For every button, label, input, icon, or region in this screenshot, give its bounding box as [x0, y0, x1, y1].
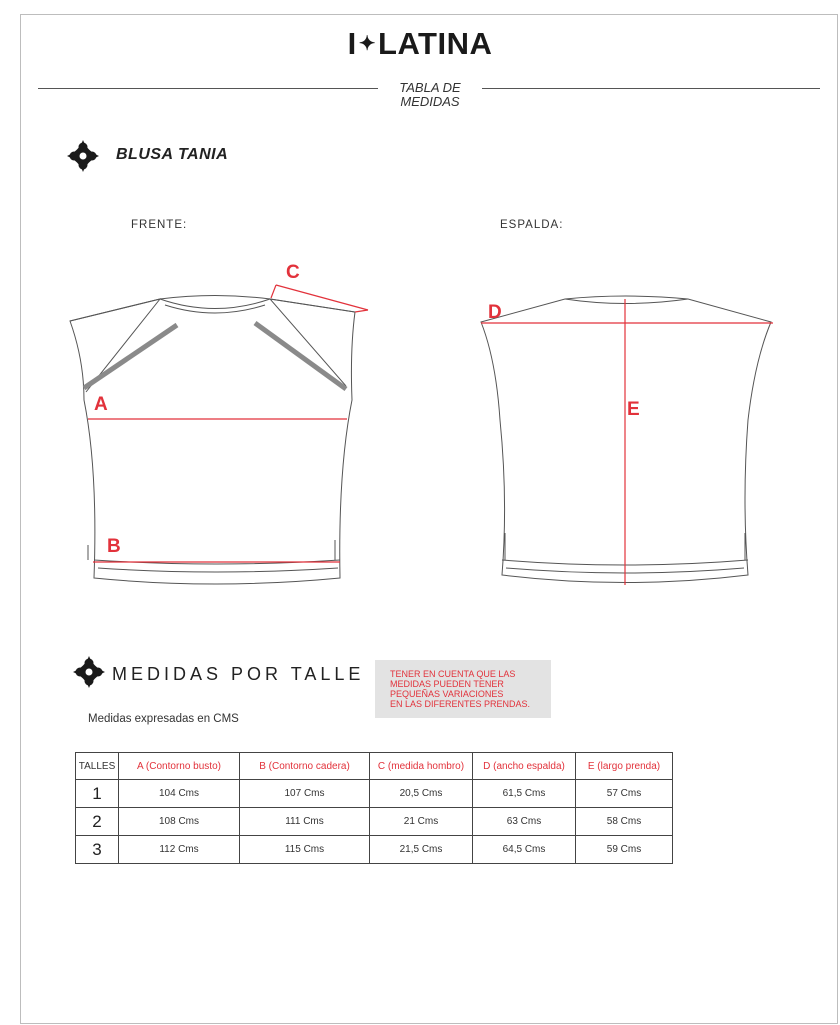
cell-a: 104 Cms — [119, 780, 240, 808]
header-e: E (largo prenda) — [576, 753, 673, 780]
divider-left — [38, 88, 378, 89]
front-view-label: FRENTE: — [131, 219, 188, 231]
cell-d: 63 Cms — [473, 808, 576, 836]
marker-a: A — [94, 394, 108, 415]
header-talles: TALLES — [76, 753, 119, 780]
cell-b: 107 Cms — [240, 780, 370, 808]
header-a: A (Contorno busto) — [119, 753, 240, 780]
marker-d: D — [488, 302, 502, 323]
cell-b: 115 Cms — [240, 836, 370, 864]
page-frame — [20, 14, 838, 1024]
note-line: PEQUEÑAS VARIACIONES — [390, 689, 504, 699]
cell-size: 1 — [76, 780, 119, 808]
cell-e: 57 Cms — [576, 780, 673, 808]
header-c: C (medida hombro) — [370, 753, 473, 780]
variation-note — [375, 660, 551, 718]
cell-b: 111 Cms — [240, 808, 370, 836]
document-subtitle — [380, 81, 480, 109]
cell-size: 3 — [76, 836, 119, 864]
document-subtitle-line-1: TABLA DE — [399, 80, 461, 95]
cell-e: 58 Cms — [576, 808, 673, 836]
table-header-row — [76, 753, 673, 780]
quatrefoil-ornament-icon — [72, 655, 106, 689]
cell-d: 64,5 Cms — [473, 836, 576, 864]
size-table — [75, 752, 673, 864]
cell-size: 2 — [76, 808, 119, 836]
cell-d: 61,5 Cms — [473, 780, 576, 808]
cell-a: 112 Cms — [119, 836, 240, 864]
divider-right — [482, 88, 820, 89]
header-b: B (Contorno cadera) — [240, 753, 370, 780]
brand-logo — [0, 26, 840, 62]
header-d: D (ancho espalda) — [473, 753, 576, 780]
marker-c: C — [286, 262, 300, 283]
units-caption: Medidas expresadas en CMS — [88, 713, 239, 725]
note-line: MEDIDAS PUEDEN TENER — [390, 679, 504, 689]
table-row — [76, 780, 673, 808]
cell-a: 108 Cms — [119, 808, 240, 836]
cell-e: 59 Cms — [576, 836, 673, 864]
quatrefoil-ornament-icon — [66, 139, 100, 173]
back-view-label: ESPALDA: — [500, 219, 564, 231]
table-row — [76, 836, 673, 864]
brand-logo-right: LATINA — [378, 26, 493, 61]
cell-c: 21,5 Cms — [370, 836, 473, 864]
brand-logo-left: I — [347, 26, 357, 61]
marker-e: E — [627, 399, 640, 420]
cell-c: 21 Cms — [370, 808, 473, 836]
marker-b: B — [107, 536, 121, 557]
table-row — [76, 808, 673, 836]
four-point-star-icon: ✦ — [358, 33, 377, 55]
note-line: TENER EN CUENTA QUE LAS — [390, 669, 516, 679]
note-line: EN LAS DIFERENTES PRENDAS. — [390, 699, 531, 709]
sizes-section-title: MEDIDAS POR TALLE — [112, 664, 365, 684]
document-subtitle-line-2: MEDIDAS — [400, 94, 460, 109]
cell-c: 20,5 Cms — [370, 780, 473, 808]
product-title: BLUSA TANIA — [116, 146, 229, 163]
